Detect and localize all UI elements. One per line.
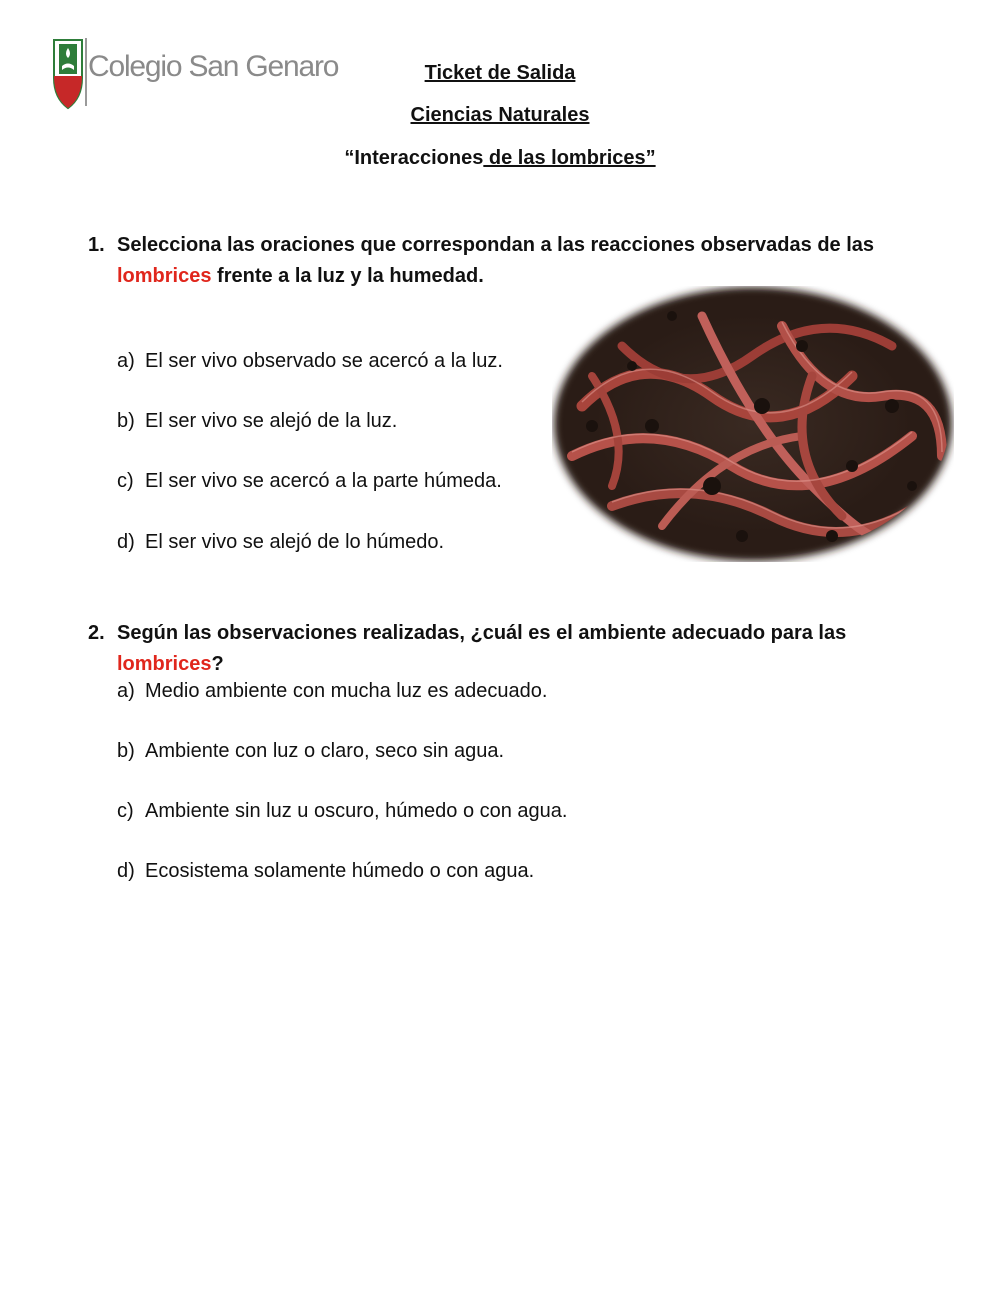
question-number: 1. [88, 234, 105, 256]
q1-option-a[interactable]: a) El ser vivo observado se acercó a la luz. [117, 350, 503, 372]
question-1: 1. Selecciona las oraciones que correspondan a las reacciones observadas de las lombrices frente a la luz y la humedad. [88, 230, 948, 292]
worksheet-title: Ticket de Salida [424, 62, 576, 84]
highlight-word: lombrices [117, 265, 212, 287]
q2-option-d[interactable]: d) Ecosistema solamente húmedo o con agua. [117, 860, 535, 882]
q1-option-b[interactable]: b) El ser vivo se alejó de la luz. [117, 410, 398, 432]
highlight-word: lombrices [117, 653, 212, 675]
school-name: Colegio San Genaro [88, 50, 339, 83]
topic-title: “Interacciones de las lombrices” [344, 147, 656, 169]
q2-option-b[interactable]: b) Ambiente con luz o claro, seco sin agua. [117, 740, 505, 762]
q2-option-a[interactable]: a) Medio ambiente con mucha luz es adecuado. [117, 680, 548, 702]
subject-title: Ciencias Naturales [410, 104, 590, 126]
question-number: 2. [88, 622, 105, 644]
question-2: 2. Según las observaciones realizadas, ¿cuál es el ambiente adecuado para las lombrices? [88, 618, 948, 680]
q1-option-c[interactable]: c) El ser vivo se acercó a la parte húmeda. [117, 470, 502, 492]
q2-option-c[interactable]: c) Ambiente sin luz u oscuro, húmedo o con agua. [117, 800, 568, 822]
earthworms-photo [552, 286, 954, 562]
q1-option-d[interactable]: d) El ser vivo se alejó de lo húmedo. [117, 531, 445, 553]
